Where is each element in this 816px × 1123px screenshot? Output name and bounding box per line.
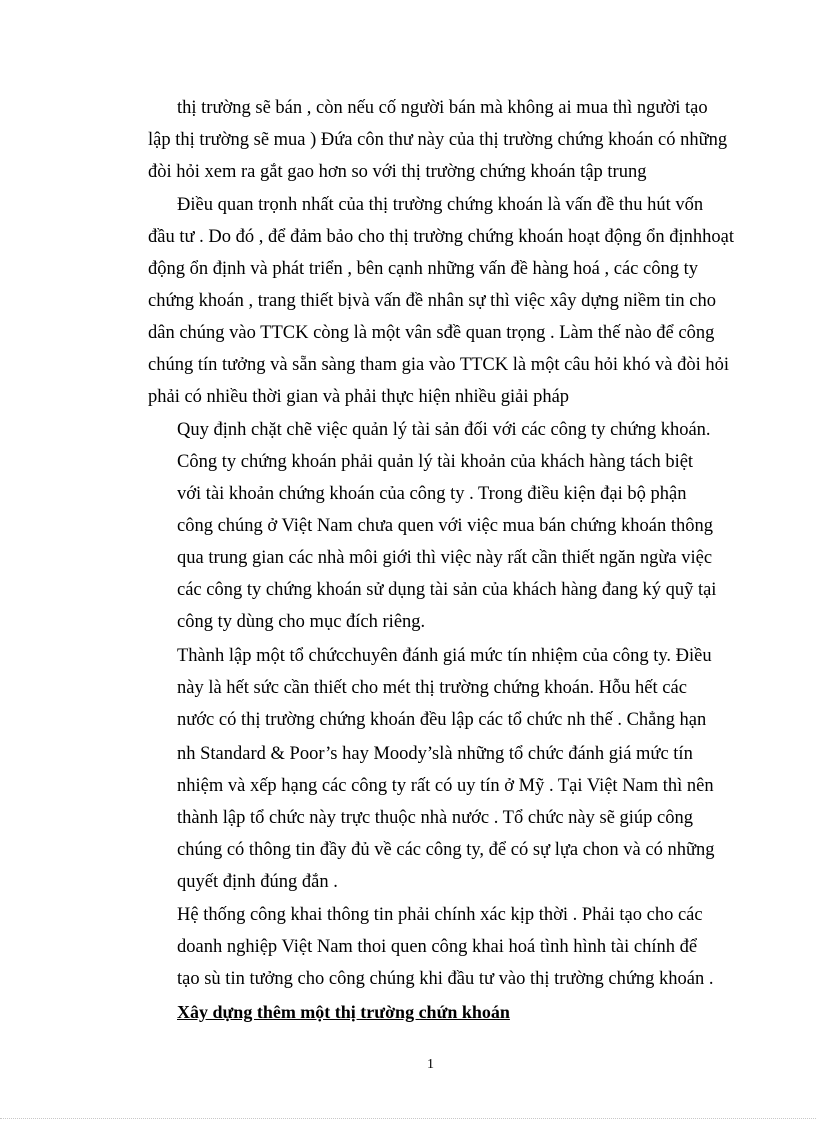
text-line: Công ty chứng khoán phải quản lý tài khoản của khách hàng tách biệt <box>177 452 694 472</box>
text-line: nước có thị trường chứng khoán đều lập các tổ chức nh thế . Chẳng hạn <box>177 710 707 730</box>
text-line: tạo sù tin tưởng cho công chúng khi đầu tư vào thị trường chứng khoán . <box>177 969 714 989</box>
text-line: chúng tín tưởng và sẵn sàng tham gia vào TTCK là một câu hỏi khó và đòi hỏi <box>148 355 730 375</box>
text-line: này là hết sức cần thiết cho mét thị trường chứng khoán. Hỗu hết các <box>177 678 687 698</box>
text-line: Hệ thống công khai thông tin phải chính xác kịp thời . Phải tạo cho các <box>177 905 703 925</box>
text-line: thị trường sẽ bán , còn nếu cố người bán mà không ai mua thì người tạo <box>177 98 708 118</box>
text-line: qua trung gian các nhà môi giới thì việc này rất cần thiết ngăn ngừa việc <box>177 548 713 568</box>
text-line: nh Standard & Poor’s hay Moody’slà những tổ chức đánh giá mức tín <box>177 744 693 764</box>
text-line: chứng khoán , trang thiết bịvà vấn đề nhân sự thì việc xây dựng niềm tin cho <box>148 291 716 311</box>
text-line: các công ty chứng khoán sử dụng tài sản của khách hàng đang ký quỹ tại <box>177 580 717 600</box>
text-line: Quy định chặt chẽ việc quản lý tài sản đối với các công ty chứng khoán. <box>177 420 711 440</box>
text-line: phải có nhiều thời gian và phải thực hiện nhiều giải pháp <box>148 387 570 407</box>
section-heading: Xây dựng thêm một thị trường chứn khoán <box>177 1002 510 1022</box>
text-line: thành lập tổ chức này trực thuộc nhà nước . Tổ chức này sẽ giúp công <box>177 808 694 828</box>
text-line: đòi hỏi xem ra gắt gao hơn so với thị trường chứng khoán tập trung <box>148 162 647 182</box>
text-line: lập thị trường sẽ mua ) Đứa côn thư này của thị trường chứng khoán có những <box>148 130 728 150</box>
text-line: với tài khoản chứng khoán của công ty . Trong điều kiện đại bộ phận <box>177 484 687 504</box>
text-line: Điều quan trọnh nhất của thị trường chứng khoán là vấn đề thu hút vốn <box>177 195 704 215</box>
text-line: công ty dùng cho mục đích riêng. <box>177 612 426 632</box>
text-line: doanh nghiệp Việt Nam thoi quen công khai hoá tình hình tài chính để <box>177 937 698 957</box>
text-line: nhiệm và xếp hạng các công ty rất có uy tín ở Mỹ . Tại Việt Nam thì nên <box>177 776 714 796</box>
text-line: dân chúng vào TTCK còng là một vân sđề quan trọng . Làm thế nào để công <box>148 323 715 343</box>
text-line: động ổn định và phát triển , bên cạnh những vấn đề hàng hoá , các công ty <box>148 259 698 279</box>
text-line: chúng có thông tin đầy đủ về các công ty, để có sự lựa chon và có những <box>177 840 715 860</box>
text-line: quyết định đúng đắn . <box>177 872 338 892</box>
text-line: công chúng ở Việt Nam chưa quen với việc mua bán chứng khoán thông <box>177 516 713 536</box>
page-bottom-divider <box>0 1118 816 1119</box>
text-line: Thành lập một tổ chứcchuyên đánh giá mức tín nhiệm của công ty. Điều <box>177 646 712 666</box>
text-line: đầu tư . Do đó , để đảm bảo cho thị trường chứng khoán hoạt động ổn địnhhoạt <box>148 227 735 247</box>
page-number: 1 <box>427 1057 434 1072</box>
